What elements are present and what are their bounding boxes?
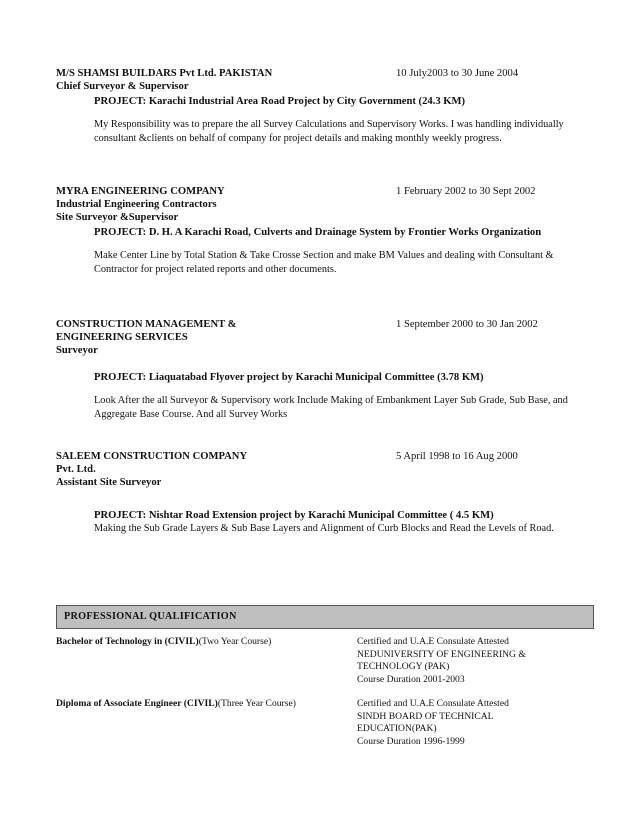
company-name: CONSTRUCTION MANAGEMENT &: [56, 319, 237, 330]
company-name: M/S SHAMSI BUILDARS Pvt Ltd. PAKISTAN: [56, 68, 273, 79]
company-name: MYRA ENGINEERING COMPANY: [56, 186, 225, 197]
qualification-details: [357, 698, 557, 748]
job-header: [56, 67, 596, 80]
qualification-degree: Diploma of Associate Engineer (CIVIL): [56, 698, 218, 709]
company-subtitle: ENGINEERING SERVICES: [56, 332, 188, 343]
qualification-institution: SINDH BOARD OF TECHNICAL EDUCATION(PAK): [357, 710, 494, 734]
qualification-course-duration: Course Duration 1996-1999: [357, 735, 465, 747]
job-date: 1 September 2000 to 30 Jan 2002: [396, 319, 538, 330]
qualification-title: PROFESSIONAL QUALIFICATION: [64, 611, 237, 622]
qualification-section-header: [56, 605, 594, 629]
job-project: PROJECT: Karachi Industrial Area Road Project by City Government (24.3 KM): [94, 96, 466, 107]
job-description: Look After the all Surveyor & Supervisory work Include Making of Embankment Layer Sub Grade, Sub Base, and Aggregate Base Course. And all Survey Works: [94, 395, 568, 421]
qualification-duration-note: (Two Year Course): [198, 636, 272, 647]
job-role: Assistant Site Surveyor: [56, 477, 162, 488]
qualification-degree-line: [56, 698, 296, 711]
job-description: Making the Sub Grade Layers & Sub Base Layers and Alignment of Curb Blocks and Read the Levels of Road.: [94, 523, 554, 534]
qualification-details: [357, 636, 557, 686]
company-name: SALEEM CONSTRUCTION COMPANY: [56, 451, 248, 462]
job-date: 5 April 1998 to 16 Aug 2000: [396, 451, 518, 462]
job-entry: [56, 67, 596, 147]
job-header: [56, 318, 596, 331]
qualification-duration-note: (Three Year Course): [217, 698, 296, 709]
job-header: [56, 450, 596, 463]
job-role: Site Surveyor &Supervisor: [56, 212, 179, 223]
job-project: PROJECT: Liaquatabad Flyover project by Karachi Municipal Committee (3.78 KM): [94, 372, 484, 383]
qualification-degree: Bachelor of Technology in (CIVIL): [56, 636, 199, 647]
qualification-degree-line: [56, 636, 271, 649]
qualification-institution: NEDUNIVERSITY OF ENGINEERING & TECHNOLOGY (PAK): [357, 648, 526, 672]
job-entry: [56, 185, 596, 278]
job-entry: [56, 318, 596, 423]
qualification-certification: Certified and U.A.E Consulate Attested: [357, 698, 509, 709]
qualification-certification: Certified and U.A.E Consulate Attested: [357, 636, 509, 647]
job-date: 10 July2003 to 30 June 2004: [396, 68, 519, 79]
job-date: 1 February 2002 to 30 Sept 2002: [396, 186, 536, 197]
job-role: Surveyor: [56, 345, 98, 356]
qualification-course-duration: Course Duration 2001-2003: [357, 673, 465, 685]
job-project: PROJECT: D. H. A Karachi Road, Culverts and Drainage System by Frontier Works Organization: [94, 227, 542, 238]
job-entry: [56, 450, 596, 536]
job-description: Make Center Line by Total Station & Take Crosse Section and make BM Values and dealing with Consultant & Contractor for project related reports and other documents.: [94, 250, 554, 276]
job-header: [56, 185, 596, 198]
job-description: My Responsibility was to prepare the all Survey Calculations and Supervisory Works. I was handling individually consultant &clients on behalf of company for project details and making monthly weekly progress.: [94, 119, 564, 145]
company-subtitle: Industrial Engineering Contractors: [56, 199, 217, 210]
company-subtitle: Pvt. Ltd.: [56, 464, 96, 475]
job-role: Chief Surveyor & Supervisor: [56, 81, 189, 92]
job-project: PROJECT: Nishtar Road Extension project by Karachi Municipal Committee ( 4.5 KM): [94, 510, 494, 521]
